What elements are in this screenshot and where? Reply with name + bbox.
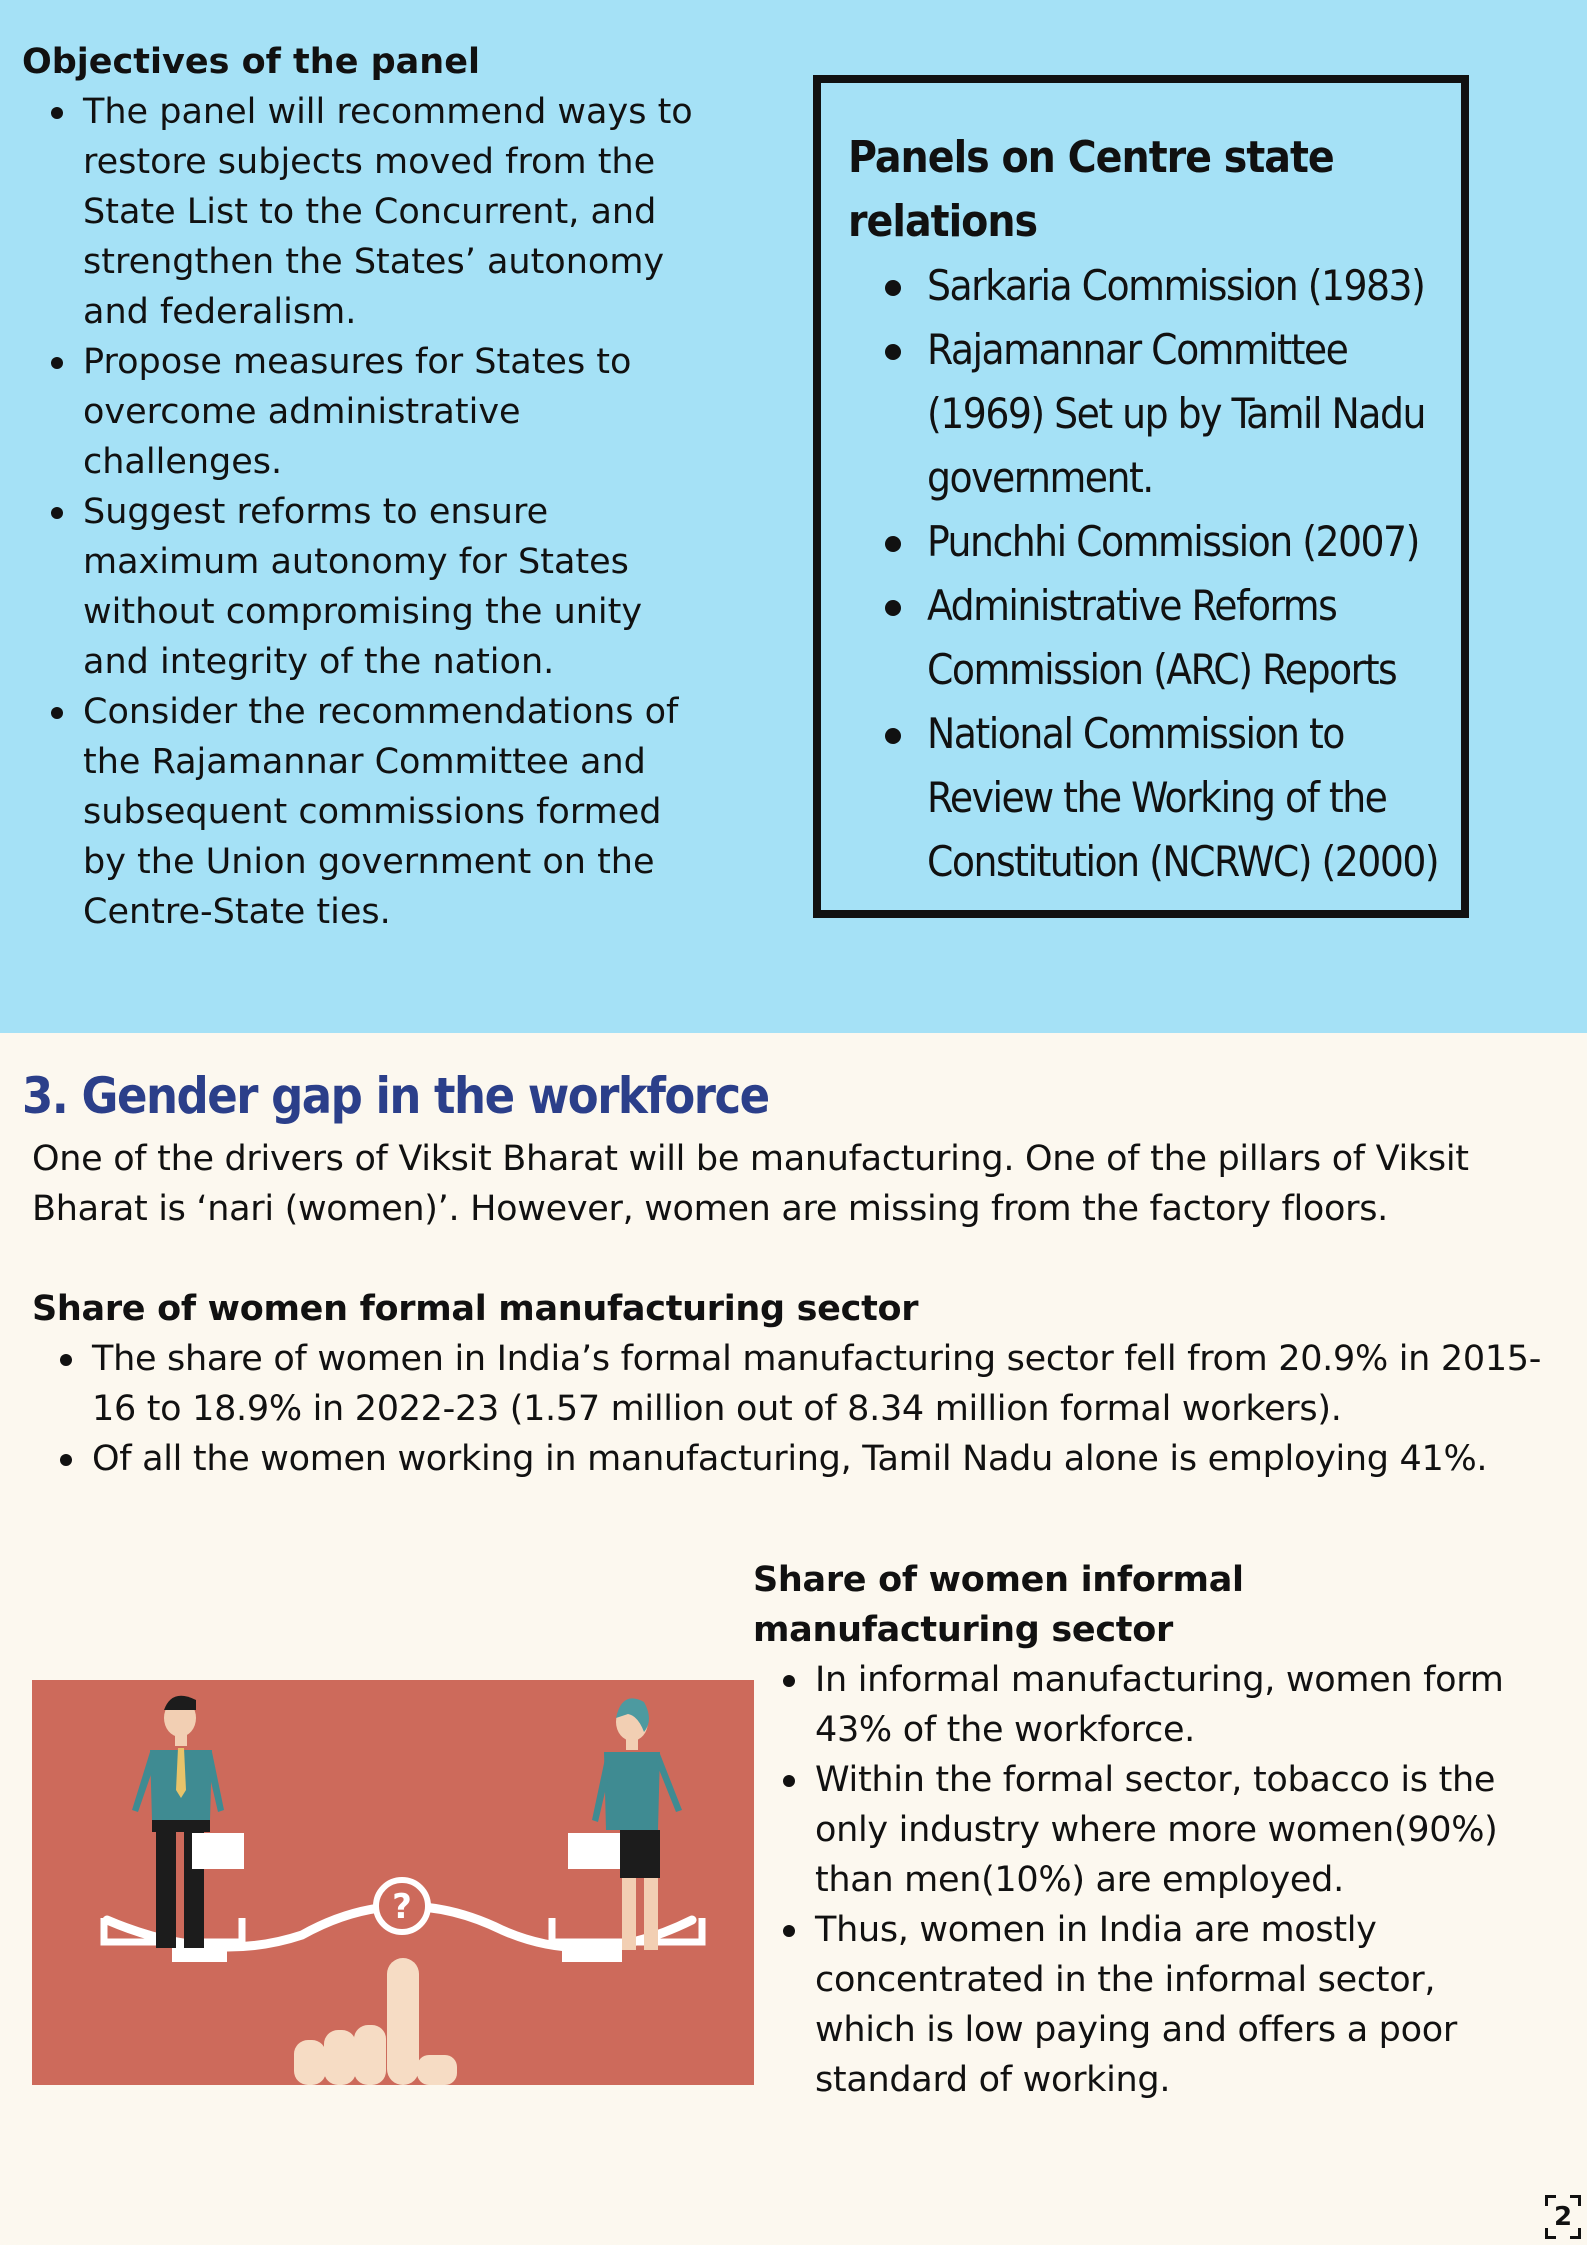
panels-item: National Commission to Review the Working of the Constitution (NCRWC) (2000) (927, 702, 1467, 894)
informal-sector-list (815, 1655, 1535, 2105)
objectives-title: Objectives of the panel (22, 42, 480, 82)
informal-sector-item: In informal manufacturing, women form 43% of the workforce. (815, 1655, 1535, 1755)
panels-item: Rajamannar Committee (1969) Set up by Tamil Nadu government. (927, 318, 1467, 510)
balance-scale-icon (32, 1680, 754, 2085)
informal-sector-item: Thus, women in India are mostly concentrated in the informal sector, which is low paying and offers a poor standard of working. (815, 1905, 1535, 2105)
panels-list (927, 254, 1467, 894)
objectives-item: The panel will recommend ways to restore subjects moved from the State List to the Concurrent, and strengthen the States’ autonomy and federalism. (83, 87, 703, 337)
formal-sector-item: Of all the women working in manufacturing, Tamil Nadu alone is employing 41%. (92, 1434, 1572, 1484)
formal-sector-title: Share of women formal manufacturing sector (32, 1289, 919, 1329)
panels-item: Punchhi Commission (2007) (927, 510, 1467, 574)
panels-item: Sarkaria Commission (1983) (927, 254, 1467, 318)
gender-balance-scale-illustration (32, 1680, 754, 2085)
informal-sector-item: Within the formal sector, tobacco is the only industry where more women(90%) than men(10%) are employed. (815, 1755, 1535, 1905)
formal-sector-item: The share of women in India’s formal manufacturing sector fell from 20.9% in 2015- 16 to 18.9% in 2022-23 (1.57 million out of 8.34 million formal workers). (92, 1334, 1572, 1434)
question-mark: ? (392, 1887, 412, 1927)
page-number (1545, 2195, 1581, 2239)
section-intro: One of the drivers of Viksit Bharat will be manufacturing. One of the pillars of Viksit Bharat is ‘nari (women)’. However, women are missing from the factory floors. (32, 1139, 1469, 1229)
panels-box (813, 75, 1469, 918)
objectives-item: Propose measures for States to overcome administrative challenges. (83, 337, 703, 487)
panels-item: Administrative Reforms Commission (ARC) Reports (927, 574, 1467, 702)
page-number-text: 2 (1553, 2202, 1573, 2232)
objectives-item: Consider the recommendations of the Rajamannar Committee and subsequent commissions formed by the Union government on the Centre-State ties. (83, 687, 703, 937)
objectives-item: Suggest reforms to ensure maximum autonomy for States without compromising the unity and integrity of the nation. (83, 487, 703, 687)
informal-sector-title: Share of women informal manufacturing sector (753, 1560, 1244, 1650)
panels-title: Panels on Centre state relations (848, 132, 1334, 247)
objectives-list (83, 87, 703, 937)
formal-sector-list (92, 1334, 1572, 1484)
section-heading: 3. Gender gap in the workforce (22, 1067, 769, 1125)
